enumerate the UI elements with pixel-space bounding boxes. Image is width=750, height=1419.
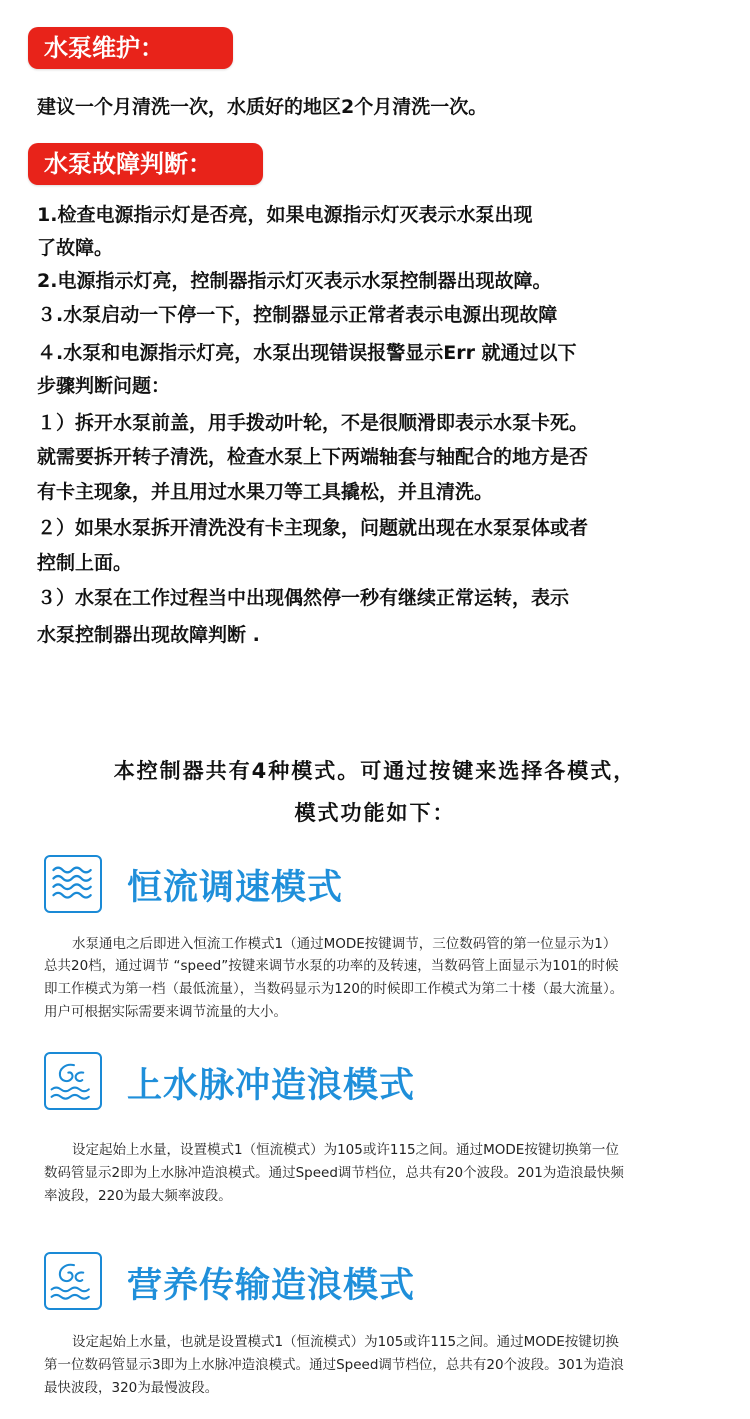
maintenance-heading: 水泵维护： [44, 34, 164, 62]
mode-desc-line: 设定起始上水量，设置模式1（恒流模式）为105或许115之间。通过MODE按键切换第一位 [72, 1142, 619, 1158]
fault-line: ２）如果水泵拆开清洗没有卡主现象，问题就出现在水泵泵体或者 [37, 517, 589, 539]
swirl-wave-icon [44, 1252, 102, 1310]
mode-desc-line: 即工作模式为第一档（最低流量），当数码显示为120的时候即工作模式为第二十楼（最大流量）。 [44, 981, 624, 997]
maintenance-heading-badge [28, 27, 233, 69]
mode-title: 营养传输造浪模式 [127, 1266, 416, 1306]
mode-desc-line: 水泵通电之后即进入恒流工作模式1（通过MODE按键调节，三位数码管的第一位显示为1） [72, 936, 617, 952]
fault-line: 步骤判断问题： [37, 375, 171, 397]
waves-icon [44, 855, 102, 913]
fault-line: 1.检查电源指示灯是否亮，如果电源指示灯灭表示水泵出现 [37, 204, 533, 226]
intro-line-1: 本控制器共有4种模式。可通过按键来选择各模式， [113, 759, 637, 783]
mode-desc-line: 总共20档，通过调节 “speed”按键来调节水泵的功率的及转速，当数码管上面显示为101的时候 [44, 958, 619, 974]
fault-heading-badge [28, 143, 263, 185]
mode-desc-line: 设定起始上水量，也就是设置模式1（恒流模式）为105或许115之间。通过MODE按键切换 [72, 1334, 619, 1350]
intro-line-2: 模式功能如下： [294, 801, 456, 825]
mode-desc-line: 最快波段，320为最慢波段。 [44, 1380, 219, 1396]
mode-desc-line: 率波段，220为最大频率波段。 [44, 1188, 232, 1204]
fault-heading: 水泵故障判断： [44, 150, 212, 178]
fault-line: 就需要拆开转子清洗，检查水泵上下两端轴套与轴配合的地方是否 [37, 446, 589, 468]
mode-desc-line: 用户可根据实际需要来调节流量的大小。 [44, 1004, 287, 1020]
fault-line: 有卡主现象，并且用过水果刀等工具撬松，并且清洗。 [37, 481, 494, 503]
fault-line: １）拆开水泵前盖，用手拨动叶轮，不是很顺滑即表示水泵卡死。 [37, 412, 589, 434]
swirl-wave-icon [44, 1052, 102, 1110]
fault-line: 水泵控制器出现故障判断 . [37, 624, 260, 646]
mode-title: 上水脉冲造浪模式 [127, 1066, 416, 1106]
fault-line: 了故障。 [37, 237, 114, 259]
fault-line: 控制上面。 [37, 552, 133, 574]
mode-desc-line: 第一位数码管显示3即为上水脉冲造浪模式。通过Speed调节档位，总共有20个波段。301为造浪 [44, 1357, 624, 1373]
fault-line: 2.电源指示灯亮，控制器指示灯灭表示水泵控制器出现故障。 [37, 270, 552, 292]
mode-title: 恒流调速模式 [127, 868, 344, 908]
maintenance-text: 建议一个月清洗一次，水质好的地区2个月清洗一次。 [37, 96, 488, 118]
fault-line: ４.水泵和电源指示灯亮，水泵出现错误报警显示Err 就通过以下 [37, 342, 577, 364]
mode-desc-line: 数码管显示2即为上水脉冲造浪模式。通过Speed调节档位，总共有20个波段。201为造浪最快频 [44, 1165, 624, 1181]
fault-line: ３）水泵在工作过程当中出现偶然停一秒有继续正常运转，表示 [37, 587, 570, 609]
fault-line: ３.水泵启动一下停一下，控制器显示正常者表示电源出现故障 [37, 304, 558, 326]
